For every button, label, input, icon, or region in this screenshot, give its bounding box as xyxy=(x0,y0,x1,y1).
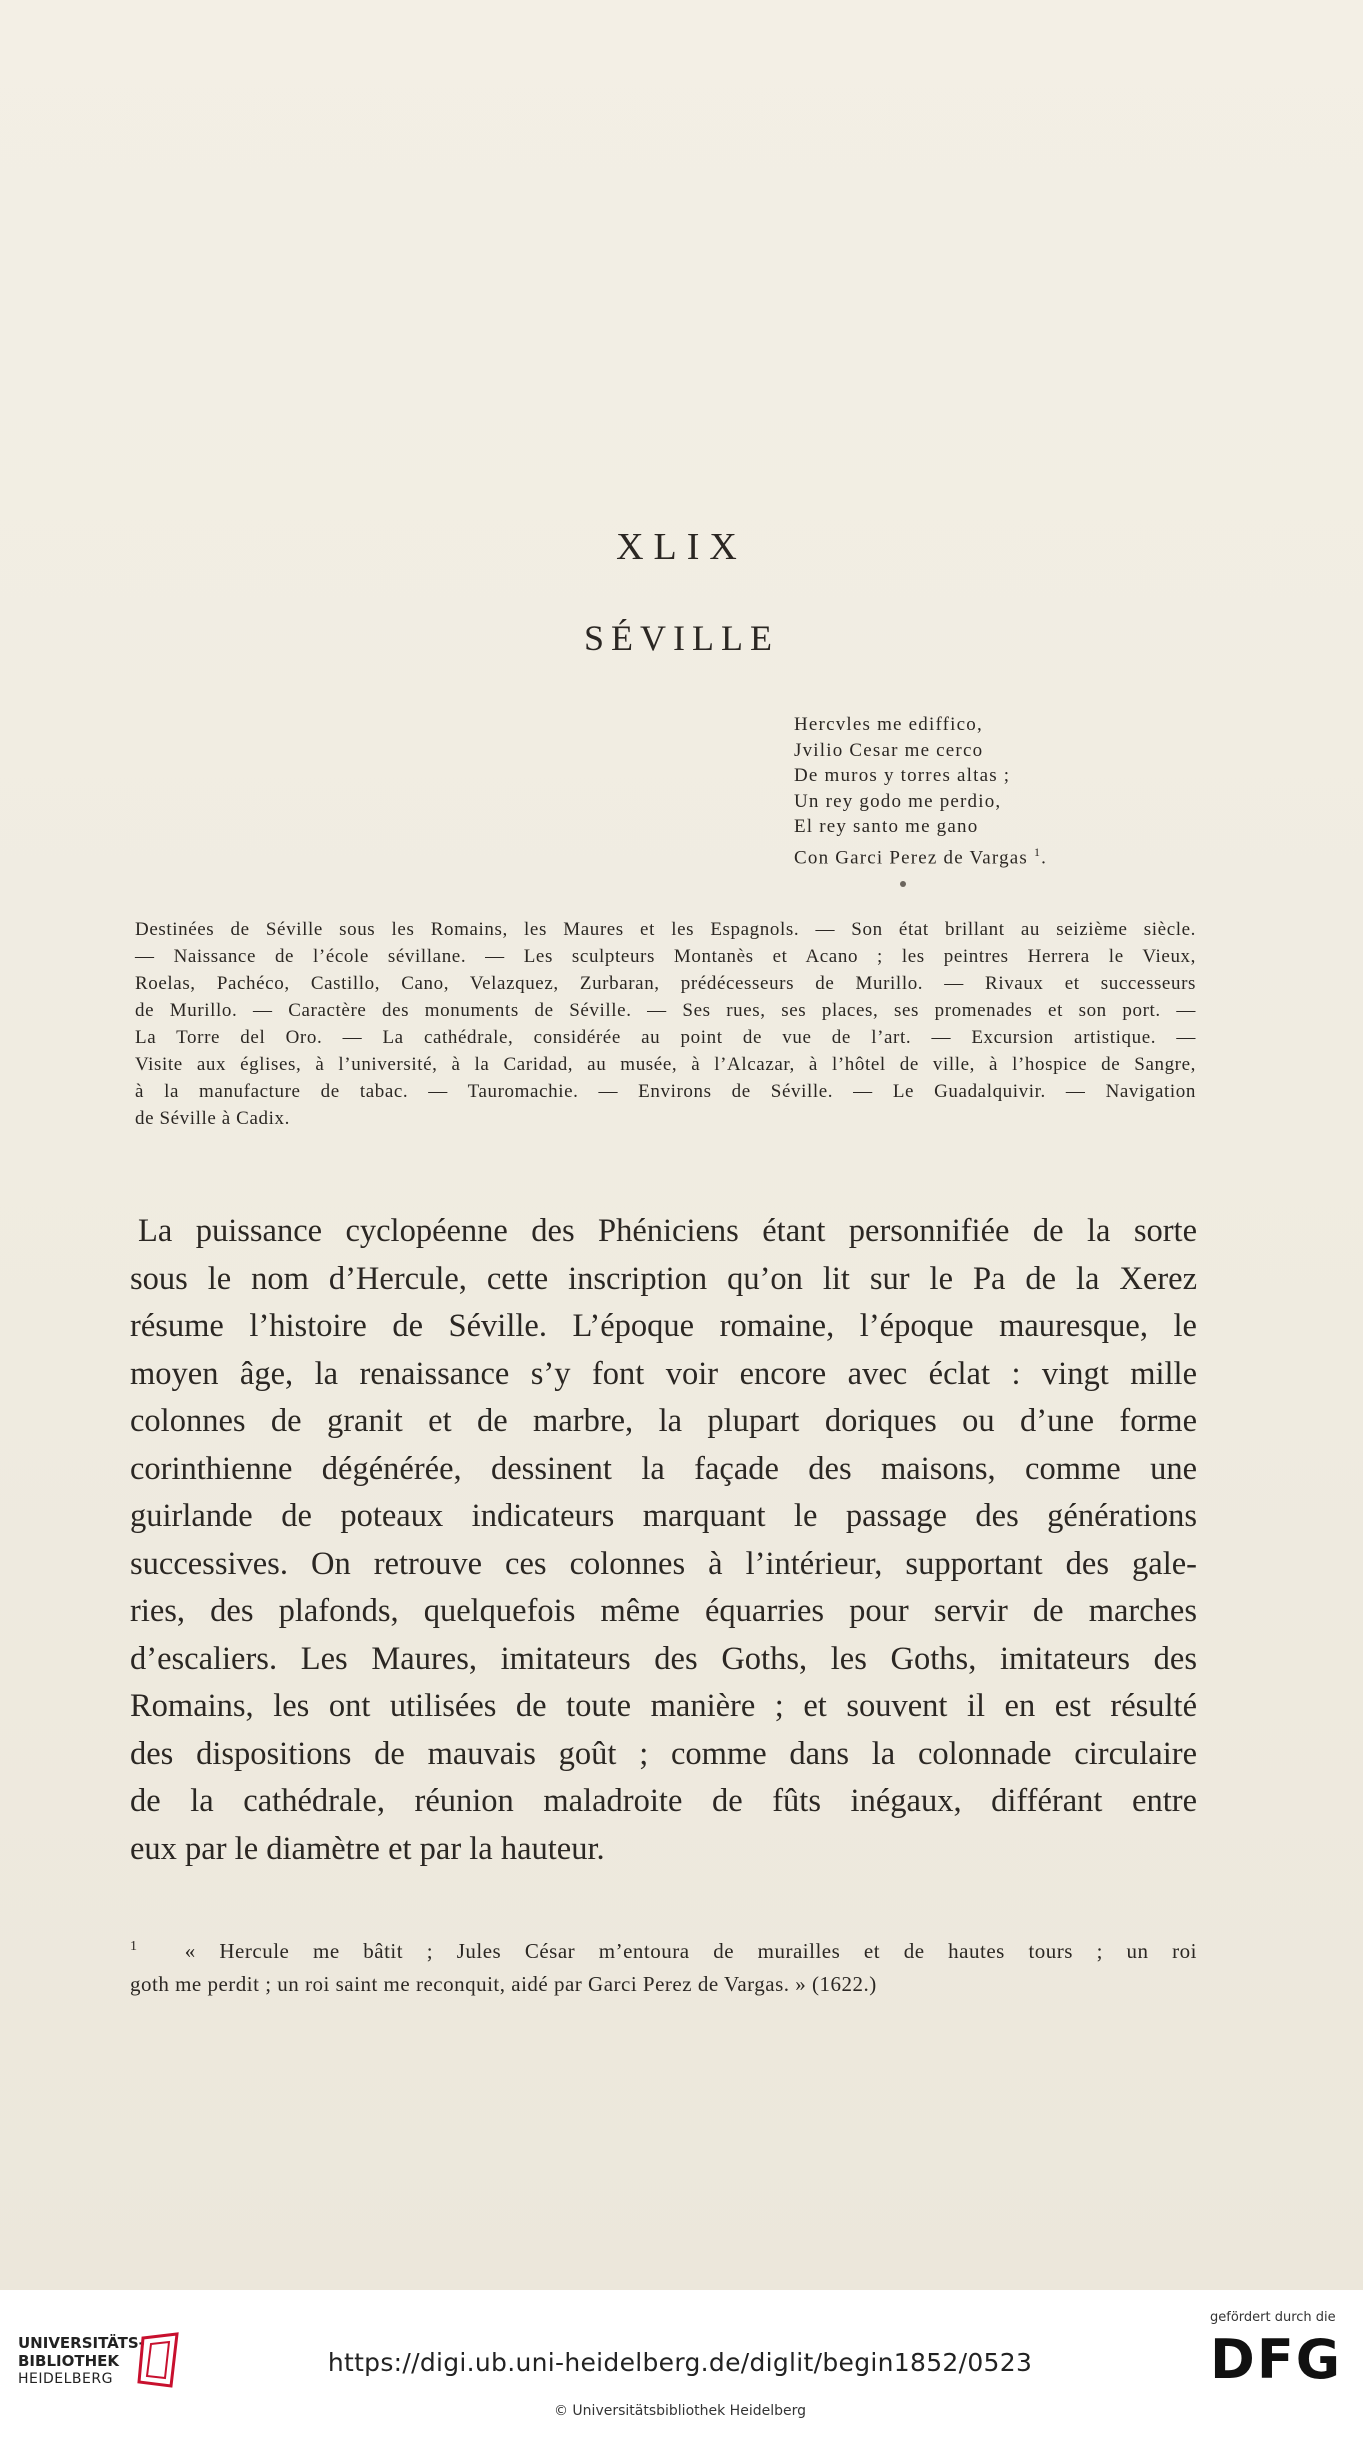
body-line: colonnes de granit et de marbre, la plupart doriques ou d’une forme xyxy=(130,1403,1197,1439)
epigraph-line: Jvilio Cesar me cerco xyxy=(794,739,984,761)
copyright-notice: © Universitätsbibliothek Heidelberg xyxy=(553,2403,806,2419)
summary-line: — Naissance de l’école sévillane. — Les sculpteurs Montanès et Acano ; les peintres Herrera le Vieux, xyxy=(135,946,1196,967)
footnote-marker: 1 xyxy=(130,1939,138,1954)
summary-line: La Torre del Oro. — La cathédrale, considérée au point de vue de l’art. — Excursion artistique. — xyxy=(135,1027,1196,1048)
footnote-line: goth me perdit ; un roi saint me reconquit, aidé par Garci Perez de Vargas. » (1622.) xyxy=(130,1972,877,1996)
epigraph xyxy=(794,712,1214,870)
footnote xyxy=(130,1930,1197,2001)
library-name-line: HEIDELBERG xyxy=(18,2371,113,2387)
body-line: de la cathédrale, réunion maladroite de fûts inégaux, différant entre xyxy=(130,1783,1197,1819)
epigraph-line: Con Garci Perez de Vargas xyxy=(794,846,1029,868)
chapter-number: XLIX xyxy=(616,526,747,568)
summary-line: de Séville à Cadix. xyxy=(135,1108,290,1129)
summary-line: à la manufacture de tabac. — Tauromachie. — Environs de Séville. — Le Guadalquivir. — Navigation xyxy=(135,1081,1196,1102)
body-line: La puissance cyclopéenne des Phéniciens étant personnifiée de la sorte xyxy=(138,1213,1197,1249)
summary-line: Destinées de Séville sous les Romains, les Maures et les Espagnols. — Son état brillant au seizième siècle. xyxy=(135,919,1196,940)
chapter-title: SÉVILLE xyxy=(584,618,779,658)
dfg-logo[interactable]: DFG xyxy=(1210,2328,1343,2391)
summary-line: Roelas, Pachéco, Castillo, Cano, Velazquez, Zurbaran, prédécesseurs de Murillo. — Rivaux et successeurs xyxy=(135,973,1196,994)
epigraph-line-last: Con Garci Perez de Vargas $^1$. xyxy=(794,844,1048,868)
epigraph-line: Hercvles me ediffico, xyxy=(794,714,983,735)
library-name-line: UNIVERSITÄTS- xyxy=(18,2334,145,2352)
body-line: moyen âge, la renaissance s’y font voir encore avec éclat : vingt mille xyxy=(130,1355,1197,1392)
summary-line: Visite aux églises, à l’université, à la Caridad, au musée, à l’Alcazar, à l’hôtel de ville, à l’hospice de Sangre, xyxy=(135,1054,1196,1075)
chapter-summary xyxy=(135,916,1196,1132)
epigraph-line: De muros y torres altas ; xyxy=(794,765,1011,786)
footnote-line-1 xyxy=(130,1930,1197,1968)
body-line: sous le nom d’Hercule, cette inscription qu’on lit sur le Pa de la Xerez xyxy=(130,1260,1197,1297)
body-line: guirlande de poteaux indicateurs marquant le passage des générations xyxy=(130,1498,1197,1534)
body-line: Romains, les ont utilisées de toute manière ; et souvent il en est résulté xyxy=(130,1688,1197,1724)
body-paragraph xyxy=(130,1208,1197,1873)
body-line: résume l’histoire de Séville. L’époque romaine, l’époque mauresque, le xyxy=(130,1308,1197,1344)
viewer-footer xyxy=(0,2290,1363,2437)
footnote-text: « Hercule me bâtit ; Jules César m’entoura de murailles et de hautes tours ; un roi xyxy=(184,1939,1197,1963)
body-line: des dispositions de mauvais goût ; comme dans la colonnade circulaire xyxy=(130,1735,1197,1772)
library-logo[interactable] xyxy=(18,2334,145,2388)
permalink-url[interactable]: https://digi.ub.uni-heidelberg.de/diglit/begin1852/0523 xyxy=(327,2348,1033,2377)
epigraph-line: Un rey godo me perdio, xyxy=(794,790,1002,812)
epigraph-line: El rey santo me gano xyxy=(794,816,979,837)
library-emblem-icon xyxy=(135,2330,185,2390)
footnote-reference: 1 xyxy=(1033,844,1042,859)
body-line: d’escaliers. Les Maures, imitateurs des Goths, les Goths, imitateurs des xyxy=(130,1640,1197,1677)
library-name-line: BIBLIOTHEK xyxy=(18,2352,119,2370)
body-line: successives. On retrouve ces colonnes à l’intérieur, supportant des gale- xyxy=(130,1545,1197,1582)
summary-line: de Murillo. — Caractère des monuments de Séville. — Ses rues, ses places, ses promenades et son port. — xyxy=(135,1000,1196,1021)
funding-caption: gefördert durch die xyxy=(1210,2310,1336,2325)
ornament-dot xyxy=(900,881,906,887)
body-line: ries, des plafonds, quelquefois même équarries pour servir de marches xyxy=(130,1593,1197,1629)
body-line: corinthienne dégénérée, dessinent la façade des maisons, comme une xyxy=(130,1450,1197,1487)
body-line: eux par le diamètre et par la hauteur. xyxy=(130,1830,605,1867)
